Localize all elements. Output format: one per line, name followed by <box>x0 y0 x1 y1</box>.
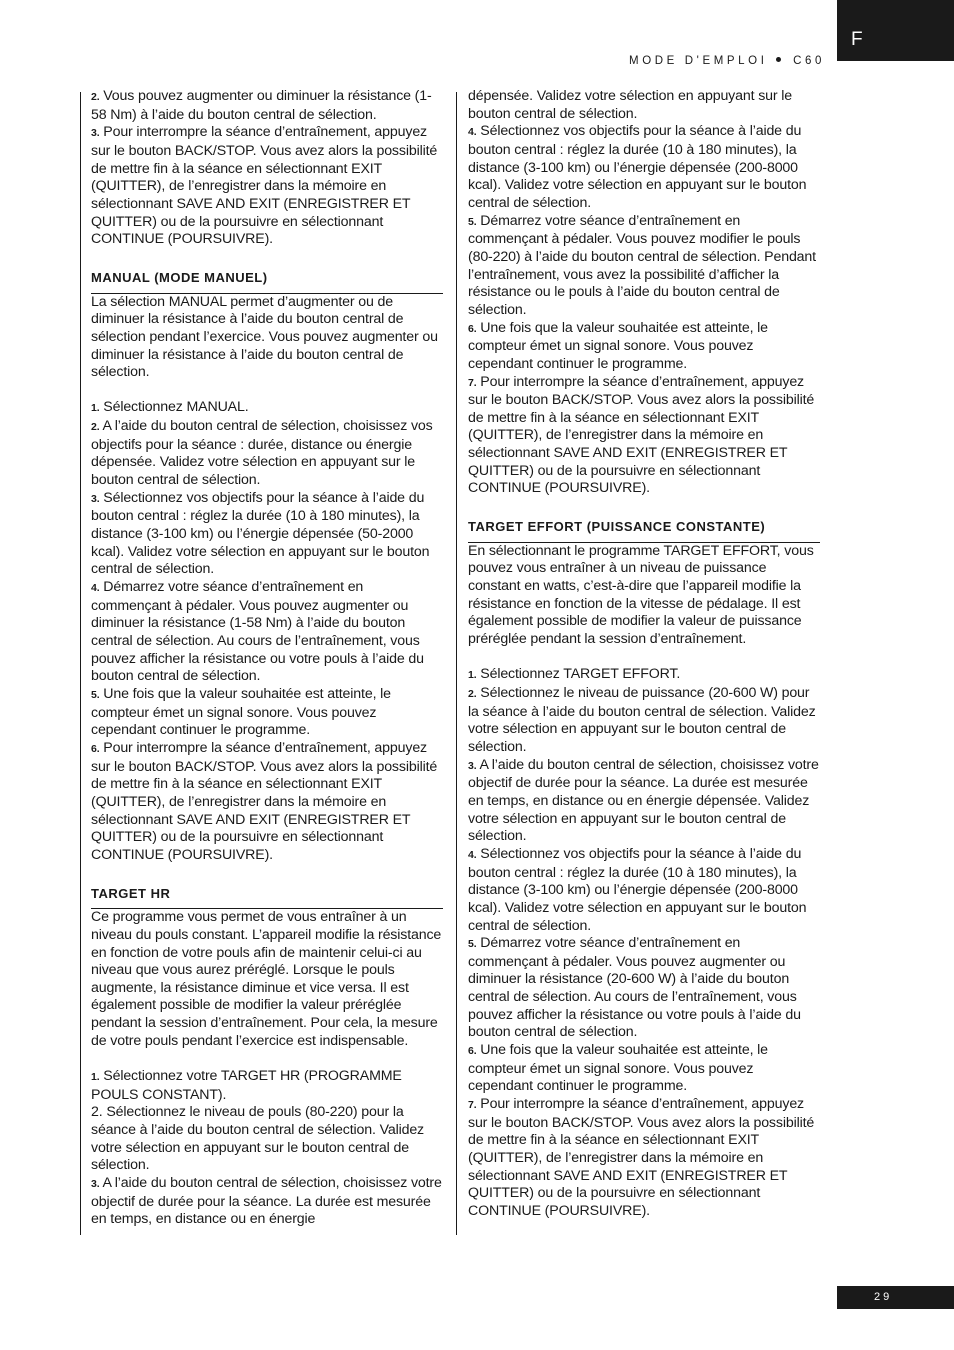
manual-label: MODE D'EMPLOI <box>629 55 768 67</box>
list-item: 6. Une fois que la valeur souhaitée est atteinte, le compteur émet un signal sonore. Vous pouvez cependant continuer le programme. <box>468 319 768 372</box>
list-item: 1. Sélectionnez TARGET EFFORT. <box>468 666 681 683</box>
list-item: 2. A l’aide du bouton central de sélection, choisissez vos objectifs pour la séance : durée, distance ou énergie dépensée. Validez votre sélection en appuyant sur le bouton central de sélection. <box>91 418 433 489</box>
list-item-continued: dépensée. Validez votre sélection en appuyant sur le bouton central de sélection. <box>468 88 792 122</box>
list-item: 4. Sélectionnez vos objectifs pour la séance à l’aide du bouton central : réglez la durée (10 à 180 minutes), la distance (3-100 km) ou l’énergie dépensée (200-8000 kcal). Validez votre sélection en appuyant sur le bouton central de sélection. <box>468 845 807 934</box>
list-item: 5. Démarrez votre séance d’entraînement en commençant à pédaler. Vous pouvez augmenter ou diminuer la résistance (20-600 W) à l’aide du bouton central de sélection. Au cours de l’entraînement, vous pouvez afficher la résistance ou votre pouls à l’aide du bouton central de sélection. <box>468 935 801 1041</box>
section-heading-target-effort: TARGET EFFORT (PUISSANCE CONSTANTE) <box>468 518 820 543</box>
language-tab <box>837 0 954 61</box>
list-item: 7. Pour interrompre la séance d’entraînement, appuyez sur le bouton BACK/STOP. Vous avez alors la possibilité de mettre fin à la séance en sélectionnant EXIT (QUITTER), de l’enregistrer dans la mémoire en sélectionnant SAVE AND EXIT (ENREGISTRER ET QUITTER) ou de la poursuivre en sélectionnant CONTINUE (POURSUIVRE). <box>468 1096 815 1220</box>
list-item: 1. Sélectionnez MANUAL. <box>91 399 249 416</box>
bullet-dot-icon <box>776 57 781 62</box>
list-item: 3. Pour interrompre la séance d’entraînement, appuyez sur le bouton BACK/STOP. Vous avez alors la possibilité de mettre fin à la séance en sélectionnant EXIT (QUITTER), de l’enregistrer dans la mémoire en sélectionnant SAVE AND EXIT (ENREGISTRER ET QUITTER) ou de la poursuivre en sélectionnant CONTINUE (POURSUIVRE). <box>91 124 438 248</box>
right-column <box>468 88 820 1221</box>
language-letter: F <box>851 29 863 50</box>
running-header <box>629 55 825 67</box>
list-item: 5. Une fois que la valeur souhaitée est atteinte, le compteur émet un signal sonore. Vous pouvez cependant continuer le programme. <box>91 685 391 739</box>
list-item: 6. Une fois que la valeur souhaitée est atteinte, le compteur émet un signal sonore. Vous pouvez cependant continuer le programme. <box>468 1042 768 1095</box>
list-item: 3. A l’aide du bouton central de sélection, choisissez votre objectif de durée pour la séance. La durée est mesurée en temps, en distance ou en énergie dépensée. Validez votre sélection en appuyant sur le bouton central de sélection. <box>468 756 819 845</box>
section-heading-manual: MANUAL (MODE MANUEL) <box>91 269 443 294</box>
list-item: 6. Pour interrompre la séance d’entraînement, appuyez sur le bouton BACK/STOP. Vous avez alors la possibilité de mettre fin à la séance en sélectionnant EXIT (QUITTER), de l’enregistrer dans la mémoire en sélectionnant SAVE AND EXIT (ENREGISTRER ET QUITTER) ou de la poursuivre en sélectionnant CONTINUE (POURSUIVRE). <box>91 739 438 863</box>
list-item: 5. Démarrez votre séance d’entraînement en commençant à pédaler. Vous pouvez modifier le pouls (80-220) à l’aide du bouton central de sélection. Pendant l’entraînement, vous avez la possibilité d’afficher la résistance ou le pouls à l’aide du bouton central de sélection. <box>468 212 816 318</box>
list-item: 2. Sélectionnez le niveau de pouls (80-220) pour la séance à l’aide du bouton central de sélection. Validez votre sélection en appuyant sur le bouton central de sélection. <box>91 1104 425 1174</box>
section-intro: La sélection MANUAL permet d’augmenter ou de diminuer la résistance à l’aide du bouton central de sélection pendant l’exercice. Vous pouvez augmenter ou diminuer la résistance à l’aide du bouton central de sélection. <box>91 293 438 381</box>
left-column <box>91 88 443 1229</box>
list-item: 3. A l’aide du bouton central de sélection, choisissez votre objectif de durée pour la séance. La durée est mesurée en temps, en distance ou en énergie <box>91 1175 442 1228</box>
list-item: 7. Pour interrompre la séance d’entraînement, appuyez sur le bouton BACK/STOP. Vous avez alors la possibilité de mettre fin à la séance en sélectionnant EXIT (QUITTER), de l’enregistrer dans la mémoire en sélectionnant SAVE AND EXIT (ENREGISTRER ET QUITTER) ou de la poursuivre en sélectionnant CONTINUE (POURSUIVRE). <box>468 373 815 497</box>
column-divider-rule <box>456 92 457 1235</box>
list-item: 2. Sélectionnez le niveau de puissance (20-600 W) pour la séance à l’aide du bouton central de sélection. Validez votre sélection en appuyant sur le bouton central de sélection. <box>468 684 816 755</box>
page-number: 29 <box>874 1291 893 1303</box>
section-intro: Ce programme vous permet de vous entraîner à un niveau du pouls constant. L’appareil modifie la résistance en fonction de votre pouls afin de maintenir celui-ci au niveau que vous aurez préréglé. Lorsque le pouls augmente, la résistance diminue et vice versa. Il est également possible de modifier la valeur préréglée pendant la session d’entraînement. Pour cela, la mesure de votre pouls pendant l’exercice est indispensable. <box>91 909 442 1049</box>
section-intro: En sélectionnant le programme TARGET EFFORT, vous pouvez vous entraîner à un niveau de puissance constant en watts, c’est-à-dire que l’appareil modifie la résistance en fonction de la vitesse de pédalage. Il est également possible de modifier la valeur de puissance préréglée pendant la session d’entraînement. <box>468 542 814 648</box>
page-number-box <box>837 1286 954 1309</box>
list-item: 1. Sélectionnez votre TARGET HR (PROGRAMME POULS CONSTANT). <box>91 1068 402 1103</box>
list-item: 2. Vous pouvez augmenter ou diminuer la résistance (1-58 Nm) à l’aide du bouton central de sélection. <box>91 88 432 123</box>
list-item: 4. Démarrez votre séance d’entraînement en commençant à pédaler. Vous pouvez augmenter ou diminuer la résistance (1-58 Nm) à l’aide du bouton central de sélection. Au cours de l’entraînement, vous pouvez afficher la résistance ou votre pouls à l’aide du bouton central de sélection. <box>91 579 424 685</box>
left-margin-rule <box>80 92 81 1235</box>
list-item: 4. Sélectionnez vos objectifs pour la séance à l’aide du bouton central : réglez la durée (10 à 180 minutes), la distance (3-100 km) ou l’énergie dépensée (200-8000 kcal). Validez votre sélection en appuyant sur le bouton central de sélection. <box>468 123 807 211</box>
list-item: 3. Sélectionnez vos objectifs pour la séance à l’aide du bouton central : réglez la durée (10 à 180 minutes), la distance (3-100 km) ou l’énergie dépensée (50-2000 kcal). Validez votre sélection en appuyant sur le bouton central de sélection. <box>91 489 430 578</box>
section-heading-target-hr: TARGET HR <box>91 885 443 910</box>
model-label: C60 <box>793 55 825 67</box>
